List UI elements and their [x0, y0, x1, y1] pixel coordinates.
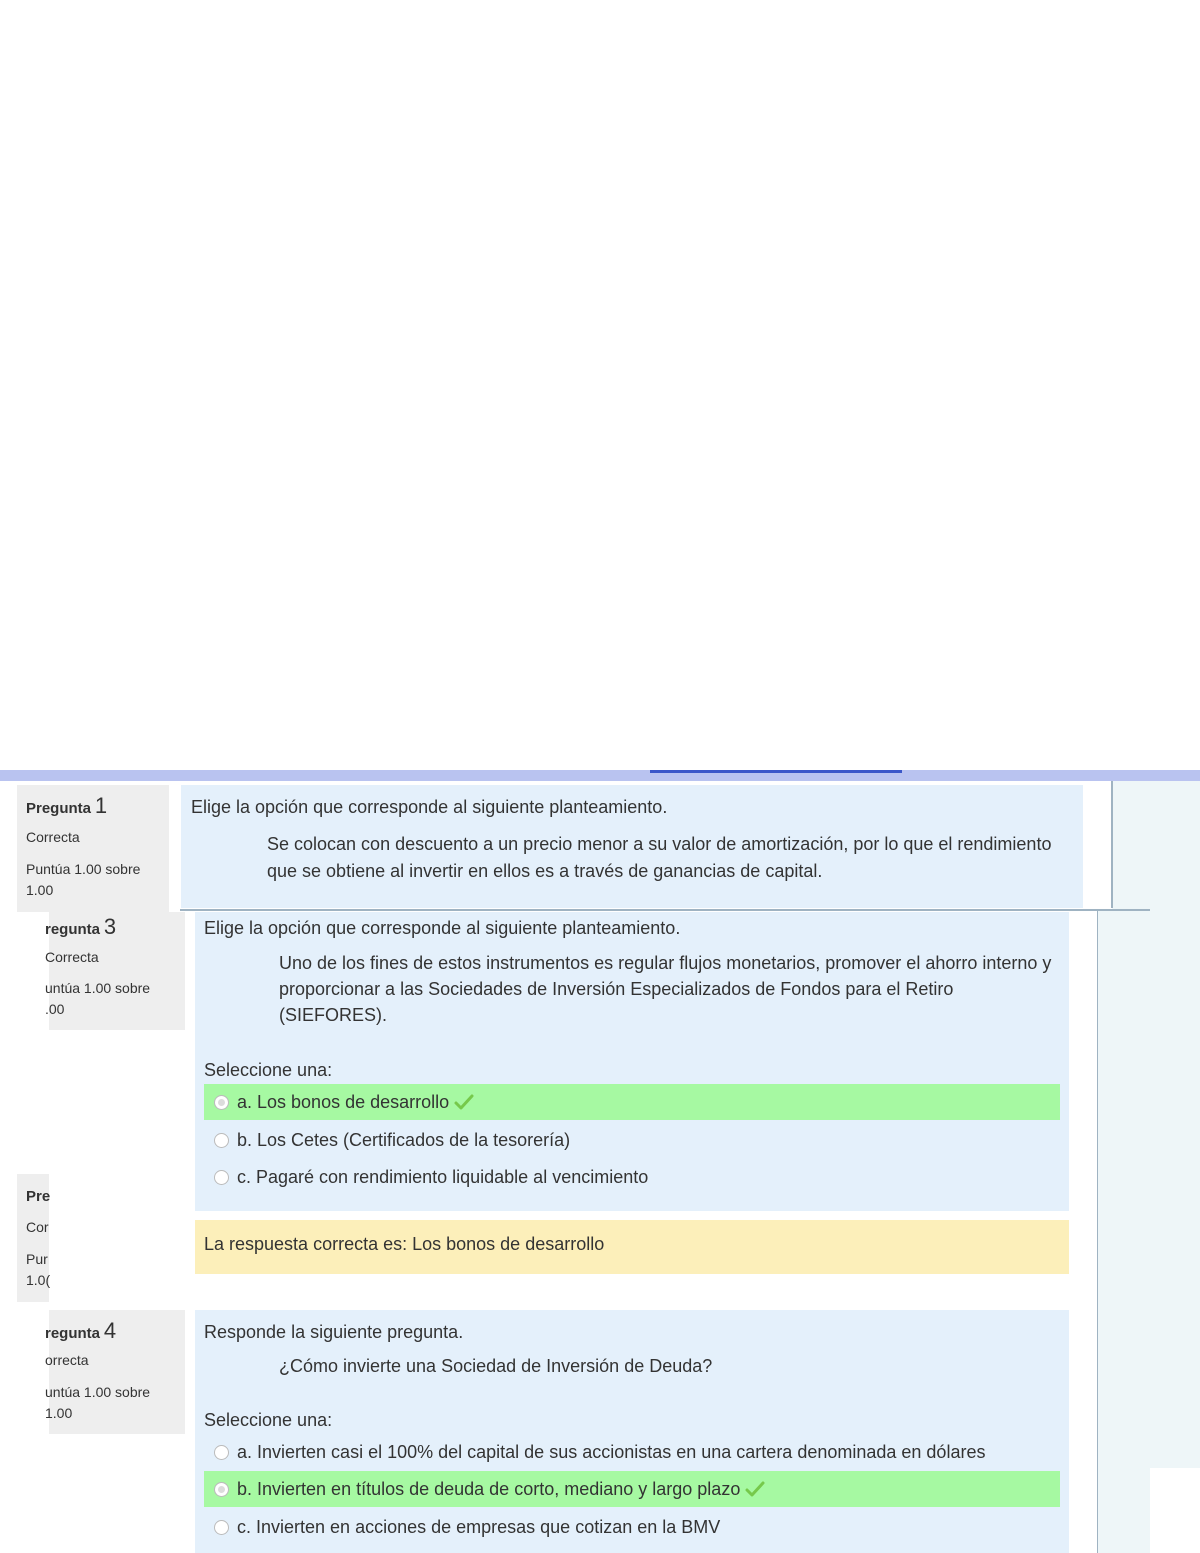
- radio-selected-icon[interactable]: [214, 1482, 229, 1497]
- question-1-content: [181, 785, 1083, 908]
- question-2-label: Pre: [26, 1188, 51, 1205]
- question-3-grade-line1: untúa 1.00 sobre: [45, 980, 151, 996]
- question-4-info: [45, 1310, 185, 1434]
- check-icon: [455, 1094, 473, 1110]
- question-4-number: 4: [103, 1318, 117, 1343]
- radio-selected-icon[interactable]: [214, 1095, 229, 1110]
- question-1-grade-line2: 1.00: [26, 882, 54, 898]
- question-3-number: 3: [103, 914, 117, 939]
- top-bar-active-indicator: [650, 770, 902, 773]
- question-3-grade-line2: .00: [45, 1001, 65, 1017]
- question-2-grade-line1: Pur: [26, 1251, 48, 1267]
- option-a-label: a. Los bonos de desarrollo: [237, 1091, 450, 1112]
- question-4-option-c[interactable]: [204, 1509, 1060, 1545]
- panel-divider: [1111, 781, 1113, 908]
- option-c-label: c. Invierten en acciones de empresas que cotizan en la BMV: [237, 1516, 721, 1537]
- question-4-option-a[interactable]: [204, 1434, 1060, 1470]
- radio-icon[interactable]: [214, 1520, 229, 1535]
- overlap-divider: [180, 909, 1150, 911]
- question-1-grade-line1: Puntúa 1.00 sobre: [26, 861, 141, 877]
- question-4-state: orrecta: [45, 1352, 89, 1368]
- question-4-label: regunta: [45, 1325, 101, 1342]
- question-4-statement: ¿Cómo invierte una Sociedad de Inversión de Deuda?: [279, 1356, 713, 1376]
- option-b-label: b. Los Cetes (Certificados de la tesorería): [237, 1129, 571, 1150]
- question-1-number: 1: [94, 793, 108, 818]
- question-3-select-label: Seleccione una:: [204, 1060, 333, 1080]
- top-bar: [0, 770, 1200, 781]
- question-3-statement: Uno de los fines de estos instrumentos es regular flujos monetarios, promover el ahorro interno y proporcionar a las Sociedades de Inversión Especializados de Fondos para el Retiro (SIEFORES).: [279, 953, 1052, 1025]
- question-4-prompt: Responde la siguiente pregunta.: [204, 1322, 464, 1342]
- question-3-option-a[interactable]: [204, 1084, 1060, 1120]
- question-3-option-c[interactable]: [204, 1159, 1060, 1195]
- radio-icon[interactable]: [214, 1170, 229, 1185]
- question-3-feedback: [195, 1220, 1069, 1274]
- question-4-content: [195, 1310, 1069, 1553]
- question-1-prompt: Elige la opción que corresponde al siguiente planteamiento.: [191, 797, 668, 817]
- question-1-info: [17, 785, 169, 912]
- question-4-grade-line1: untúa 1.00 sobre: [45, 1384, 151, 1400]
- question-3-label: regunta: [45, 921, 101, 938]
- question-2-info: [17, 1174, 49, 1302]
- question-1-statement: Se colocan con descuento a un precio menor a su valor de amortización, por lo que el rendimiento que se obtiene al invertir en ellos es a través de ganancias de capital.: [267, 834, 1052, 881]
- question-1-state: Correcta: [26, 829, 80, 845]
- option-b-label: b. Invierten en títulos de deuda de corto, mediano y largo plazo: [237, 1478, 741, 1499]
- question-4-grade-line2: 1.00: [45, 1405, 73, 1421]
- option-c-label: c. Pagaré con rendimiento liquidable al vencimiento: [237, 1166, 649, 1187]
- right-side-panel-lower: [1097, 910, 1150, 1553]
- radio-icon[interactable]: [214, 1445, 229, 1460]
- question-3-feedback-text: La respuesta correcta es: Los bonos de desarrollo: [204, 1234, 605, 1254]
- corner-blank: [1150, 1468, 1200, 1553]
- question-3-state: Correcta: [45, 949, 99, 965]
- question-2-grade-line2: 1.0(: [26, 1272, 51, 1288]
- question-3-info: [45, 912, 185, 1030]
- option-a-label: a. Invierten casi el 100% del capital de sus accionistas en una cartera denominada en dólares: [237, 1441, 986, 1462]
- question-3-option-b[interactable]: [204, 1122, 1060, 1158]
- question-2-state: Cor: [26, 1219, 49, 1235]
- question-3-prompt: Elige la opción que corresponde al siguiente planteamiento.: [204, 918, 681, 938]
- radio-icon[interactable]: [214, 1133, 229, 1148]
- check-icon: [746, 1481, 764, 1497]
- question-4-option-b[interactable]: [204, 1471, 1060, 1507]
- question-3-content: [195, 912, 1069, 1211]
- question-4-select-label: Seleccione una:: [204, 1410, 333, 1430]
- question-1-label: Pregunta: [26, 800, 92, 817]
